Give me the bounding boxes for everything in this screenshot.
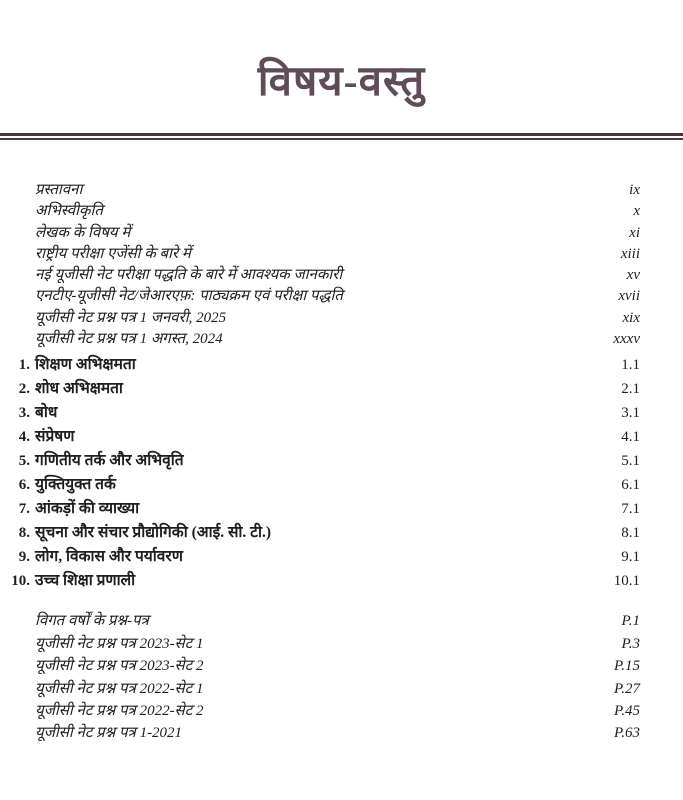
- toc-entry-page: P.63: [614, 725, 640, 742]
- toc-entry-page: 7.1: [621, 501, 640, 518]
- toc-entry-page: P.15: [614, 658, 640, 675]
- toc-entry-number: 4.: [18, 429, 30, 446]
- toc-row: [10, 569, 640, 593]
- toc-entry-page: P.1: [621, 613, 640, 630]
- toc-entry-page: x: [633, 203, 640, 220]
- toc-entry-page: ix: [629, 182, 640, 198]
- toc-row: [10, 201, 640, 222]
- toc-row: [10, 401, 640, 425]
- toc-entry-number: 6.: [18, 477, 30, 494]
- toc-entry-page: xi: [629, 224, 640, 241]
- toc-entry-page: 10.1: [613, 573, 640, 590]
- toc-entry-page: 1.1: [621, 357, 640, 374]
- toc-row: [10, 633, 640, 655]
- toc-entry-page: 3.1: [621, 405, 640, 422]
- title-divider-rule: [0, 133, 683, 140]
- toc-entry-number: 7.: [18, 501, 30, 518]
- toc-entry-label: यूजीसी नेट प्रश्न पत्र 2023-सेट 2: [35, 658, 204, 675]
- toc-entry-number: 9.: [18, 549, 30, 566]
- toc-row: [10, 223, 640, 244]
- toc-row: [10, 700, 640, 722]
- toc-entry-label: यूजीसी नेट प्रश्न पत्र 2023-सेट 1: [35, 635, 204, 652]
- chapters-section: [10, 353, 640, 593]
- toc-entry-label: यूजीसी नेट प्रश्न पत्र 2022-सेट 2: [35, 703, 204, 719]
- toc-entry-number: 5.: [18, 453, 30, 470]
- toc-row: [10, 377, 640, 401]
- toc-row: [10, 610, 640, 632]
- toc-entry-label: आंकड़ों की व्याख्या: [35, 500, 140, 518]
- toc-row: [10, 449, 640, 473]
- toc-entry-page: xix: [622, 309, 640, 326]
- toc-row: [10, 286, 640, 307]
- toc-entry-page: xvii: [618, 288, 640, 305]
- toc-entry-page: xxxv: [613, 331, 640, 348]
- toc-row: [10, 329, 640, 350]
- toc-row: [10, 353, 640, 377]
- toc-entry-label: लोग, विकास और पर्यावरण: [35, 548, 183, 566]
- toc-row: [10, 545, 640, 569]
- toc-entry-label: युक्तियुक्त तर्क: [35, 476, 116, 494]
- toc-row: [10, 425, 640, 449]
- toc-entry-label: नई यूजीसी नेट परीक्षा पद्धति के बारे में आवश्यक जानकारी: [35, 267, 343, 284]
- toc-row: [10, 722, 640, 744]
- table-of-contents: [0, 180, 683, 745]
- toc-entry-label: अभिस्वीकृति: [35, 203, 103, 220]
- toc-row: [10, 655, 640, 677]
- toc-row: [10, 180, 640, 201]
- toc-entry-page: 4.1: [621, 429, 640, 446]
- toc-entry-label: राष्ट्रीय परीक्षा एजेंसी के बारे में: [35, 245, 191, 262]
- toc-entry-label: शिक्षण अभिक्षमता: [35, 356, 136, 374]
- toc-entry-page: P.3: [621, 635, 640, 652]
- toc-entry-label: सूचना और संचार प्रौद्योगिकी (आई. सी. टी.): [35, 524, 272, 542]
- toc-row: [10, 678, 640, 700]
- toc-entry-label: यूजीसी नेट प्रश्न पत्र 2022-सेट 1: [35, 680, 204, 697]
- toc-entry-label: यूजीसी नेट प्रश्न पत्र 1-2021: [35, 725, 183, 742]
- toc-entry-label: गणितीय तर्क और अभिवृति: [35, 452, 184, 470]
- toc-entry-page: xv: [626, 267, 640, 284]
- toc-entry-number: 2.: [18, 381, 30, 398]
- toc-entry-number: 8.: [18, 525, 30, 542]
- toc-entry-number: 10.: [11, 573, 30, 590]
- front-matter-section: [10, 180, 640, 350]
- toc-row: [10, 244, 640, 265]
- toc-entry-label: उच्च शिक्षा प्रणाली: [35, 572, 136, 590]
- page-title: विषय-वस्तु: [257, 59, 426, 105]
- toc-entry-label: शोध अभिक्षमता: [35, 380, 123, 398]
- toc-entry-page: 6.1: [621, 477, 640, 494]
- toc-entry-page: 2.1: [621, 381, 640, 398]
- toc-row: [10, 265, 640, 286]
- toc-entry-page: 8.1: [621, 525, 640, 542]
- toc-row: [10, 497, 640, 521]
- toc-row: [10, 521, 640, 545]
- toc-entry-label: संप्रेषण: [35, 428, 75, 446]
- toc-entry-label: प्रस्तावना: [35, 182, 83, 198]
- toc-entry-label: एनटीए-यूजीसी नेट/जेआरएफ़: पाठ्यक्रम एवं परीक्षा पद्धति: [35, 288, 343, 305]
- toc-entry-label: लेखक के विषय में: [35, 224, 131, 241]
- toc-entry-number: 3.: [18, 405, 30, 422]
- toc-entry-label: यूजीसी नेट प्रश्न पत्र 1 अगस्त, 2024: [35, 331, 223, 348]
- toc-entry-page: P.27: [614, 680, 640, 697]
- toc-entry-page: 9.1: [621, 549, 640, 566]
- toc-row: [10, 473, 640, 497]
- toc-entry-label: यूजीसी नेट प्रश्न पत्र 1 जनवरी, 2025: [35, 309, 227, 326]
- toc-row: [10, 308, 640, 329]
- toc-entry-page: xiii: [620, 245, 640, 262]
- toc-entry-page: 5.1: [621, 453, 640, 470]
- toc-entry-number: 1.: [18, 357, 30, 374]
- previous-papers-section: [10, 610, 640, 744]
- toc-entry-label: बोध: [35, 404, 58, 422]
- toc-entry-page: P.45: [614, 703, 640, 719]
- toc-entry-label: विगत वर्षों के प्रश्न-पत्र: [35, 613, 149, 630]
